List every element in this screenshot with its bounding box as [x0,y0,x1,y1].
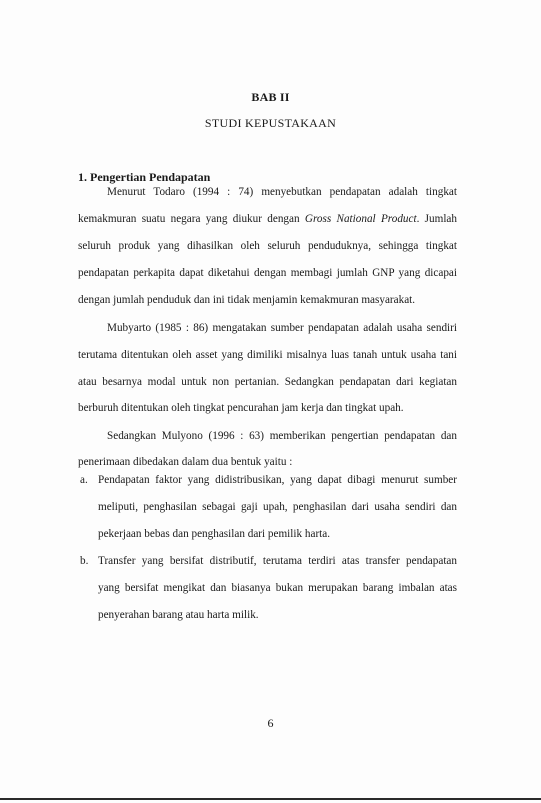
paragraph-line: dengan jumlah penduduk dan ini tidak menjamin kemakmuran masyarakat. [78,294,416,306]
section-heading [78,170,210,185]
list-marker: b. [80,555,89,567]
chapter-heading: BAB II [251,90,290,104]
list-line: penyerahan barang atau harta milik. [98,609,259,621]
line-text: . Jumlah [416,213,457,225]
scan-edge-line [0,798,541,800]
list-line: pekerjaan bebas dan penghasilan dari pemilik harta. [98,528,331,540]
list-marker: a. [80,474,88,486]
chapter-title: STUDI KEPUSTAKAAN [204,116,337,130]
paragraph-line: seluruh produk yang dihasilkan oleh seluruh penduduknya, sehingga tingkat [78,240,457,252]
page-number: 6 [267,716,274,730]
paragraph-line [78,211,457,227]
list-line: meliputi, penghasilan sebagai gaji upah, penghasilan dari usaha sendiri dan [98,501,457,513]
paragraph-line: atau besarnya modal untuk non pertanian. Sedangkan pendapatan dari kegiatan [78,376,457,388]
paragraph-line: Menurut Todaro (1994 : 74) menyebutkan pendapatan adalah tingkat [107,186,457,198]
paragraph-line: berburuh ditentukan oleh tingkat pencurahan jam kerja dan tingkat upah. [78,402,404,414]
paragraph-line: Sedangkan Mulyono (1996 : 63) memberikan pengertian pendapatan dan [107,430,457,442]
italic-term: Gross National Product [304,213,417,225]
paragraph-line: penerimaan dibedakan dalam dua bentuk yaitu : [78,456,293,468]
paragraph-line: terutama ditentukan oleh asset yang dimiliki misalnya luas tanah untuk usaha tani [78,349,457,361]
paragraph-line: Mubyarto (1985 : 86) mengatakan sumber pendapatan adalah usaha sendiri [107,322,457,334]
section-number: 1. [78,170,87,184]
list-line: yang bersifat mengikat dan biasanya bukan merupakan barang imbalan atas [98,582,457,594]
section-title: Pengertian Pendapatan [90,170,211,184]
list-line: Transfer yang bersifat distributif, terutama terdiri atas transfer pendapatan [98,555,457,567]
paragraph-line: pendapatan perkapita dapat diketahui dengan membagi jumlah GNP yang dicapai [78,267,457,279]
list-line: Pendapatan faktor yang didistribusikan, yang dapat dibagi menurut sumber [98,474,457,486]
line-text: kemakmuran suatu negara yang diukur dengan [78,213,305,225]
